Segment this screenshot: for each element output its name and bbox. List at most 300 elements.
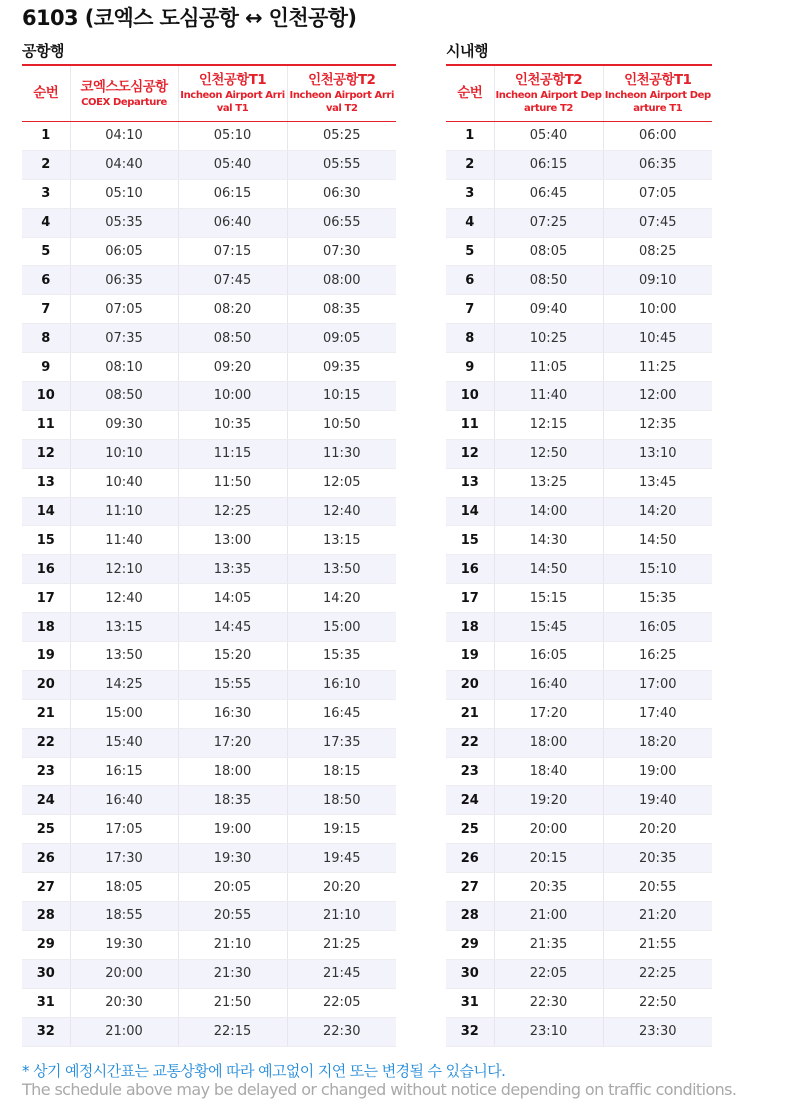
table-row	[22, 439, 396, 468]
time-cell: 11:50	[178, 468, 287, 497]
time-cell: 21:00	[494, 902, 603, 931]
row-number: 25	[22, 815, 70, 844]
row-number: 1	[446, 122, 494, 151]
table-row	[22, 757, 396, 786]
time-cell: 09:40	[494, 295, 603, 324]
to-airport-header-cell	[70, 65, 178, 122]
row-number: 21	[22, 699, 70, 728]
time-cell: 17:20	[494, 699, 603, 728]
time-cell: 21:00	[70, 1017, 178, 1046]
row-number: 26	[22, 844, 70, 873]
time-cell: 10:40	[70, 468, 178, 497]
row-number: 4	[22, 208, 70, 237]
row-number: 8	[446, 324, 494, 353]
row-number: 1	[22, 122, 70, 151]
time-cell: 16:40	[70, 786, 178, 815]
time-cell: 21:10	[178, 930, 287, 959]
table-row	[22, 815, 396, 844]
row-number: 6	[446, 266, 494, 295]
row-number: 7	[446, 295, 494, 324]
time-cell: 14:50	[494, 555, 603, 584]
time-cell: 21:30	[178, 959, 287, 988]
time-cell: 20:35	[494, 873, 603, 902]
to-airport-header	[22, 65, 396, 122]
time-cell: 09:35	[287, 353, 396, 382]
row-number: 5	[22, 237, 70, 266]
table-row	[22, 699, 396, 728]
row-number: 18	[22, 613, 70, 642]
row-number: 23	[446, 757, 494, 786]
table-row	[446, 497, 712, 526]
row-number: 10	[22, 382, 70, 411]
time-cell: 13:35	[178, 555, 287, 584]
table-row	[446, 670, 712, 699]
row-number: 11	[22, 410, 70, 439]
row-number: 16	[446, 555, 494, 584]
row-number: 3	[446, 179, 494, 208]
time-cell: 08:20	[178, 295, 287, 324]
table-row	[446, 266, 712, 295]
table-row	[22, 959, 396, 988]
time-cell: 04:40	[70, 150, 178, 179]
time-cell: 17:00	[603, 670, 712, 699]
row-number: 4	[446, 208, 494, 237]
time-cell: 13:25	[494, 468, 603, 497]
time-cell: 07:05	[603, 179, 712, 208]
row-number: 5	[446, 237, 494, 266]
time-cell: 11:40	[70, 526, 178, 555]
time-cell: 15:45	[494, 613, 603, 642]
time-cell: 22:30	[494, 988, 603, 1017]
table-row	[22, 150, 396, 179]
time-cell: 16:05	[494, 642, 603, 671]
time-cell: 15:35	[287, 642, 396, 671]
time-cell: 13:10	[603, 439, 712, 468]
table-row	[22, 902, 396, 931]
header-label: 순번	[457, 85, 483, 101]
table-row	[446, 988, 712, 1017]
table-row	[446, 179, 712, 208]
table-row	[446, 728, 712, 757]
time-cell: 21:20	[603, 902, 712, 931]
header-label: 인천공항T2	[308, 72, 376, 88]
table-row	[22, 786, 396, 815]
time-cell: 19:20	[494, 786, 603, 815]
table-row	[446, 930, 712, 959]
time-cell: 16:30	[178, 699, 287, 728]
table-row	[446, 873, 712, 902]
time-cell: 17:20	[178, 728, 287, 757]
to-city-header	[446, 65, 712, 122]
time-cell: 22:30	[287, 1017, 396, 1046]
notice-korean: * 상기 예정시간표는 교통상황에 따라 예고없이 지연 또는 변경될 수 있습니다.	[22, 1062, 506, 1080]
table-row	[22, 266, 396, 295]
table-row	[22, 468, 396, 497]
row-number: 24	[446, 786, 494, 815]
row-number: 19	[446, 642, 494, 671]
table-row	[22, 122, 396, 151]
time-cell: 06:05	[70, 237, 178, 266]
row-number: 26	[446, 844, 494, 873]
row-number: 2	[22, 150, 70, 179]
time-cell: 05:25	[287, 122, 396, 151]
to-city-rows	[446, 122, 712, 1047]
time-cell: 10:10	[70, 439, 178, 468]
time-cell: 05:35	[70, 208, 178, 237]
time-cell: 19:45	[287, 844, 396, 873]
row-number: 12	[446, 439, 494, 468]
time-cell: 21:25	[287, 930, 396, 959]
time-cell: 16:15	[70, 757, 178, 786]
time-cell: 11:15	[178, 439, 287, 468]
to-city-label: 시내행	[446, 42, 488, 60]
time-cell: 18:00	[494, 728, 603, 757]
time-cell: 08:50	[70, 382, 178, 411]
time-cell: 18:00	[178, 757, 287, 786]
row-number: 17	[446, 584, 494, 613]
table-row	[446, 1017, 712, 1046]
time-cell: 09:10	[603, 266, 712, 295]
time-cell: 06:35	[603, 150, 712, 179]
time-cell: 07:30	[287, 237, 396, 266]
row-number: 30	[22, 959, 70, 988]
row-number: 28	[22, 902, 70, 931]
table-row	[446, 959, 712, 988]
row-number: 13	[22, 468, 70, 497]
time-cell: 09:30	[70, 410, 178, 439]
time-cell: 13:45	[603, 468, 712, 497]
row-number: 15	[22, 526, 70, 555]
time-cell: 15:20	[178, 642, 287, 671]
row-number: 21	[446, 699, 494, 728]
time-cell: 10:25	[494, 324, 603, 353]
row-number: 29	[22, 930, 70, 959]
time-cell: 13:15	[287, 526, 396, 555]
table-row	[446, 122, 712, 151]
table-row	[22, 324, 396, 353]
time-cell: 12:15	[494, 410, 603, 439]
table-row	[446, 757, 712, 786]
row-number: 11	[446, 410, 494, 439]
time-cell: 06:35	[70, 266, 178, 295]
table-row	[22, 526, 396, 555]
header-label: 인천공항T1	[198, 72, 267, 88]
to-airport-rows	[22, 122, 396, 1047]
table-row	[446, 584, 712, 613]
table-row	[22, 382, 396, 411]
time-cell: 20:30	[70, 988, 178, 1017]
time-cell: 21:35	[494, 930, 603, 959]
row-number: 19	[22, 642, 70, 671]
time-cell: 21:50	[178, 988, 287, 1017]
to-airport-label: 공항행	[22, 42, 64, 60]
table-row	[22, 179, 396, 208]
time-cell: 15:40	[70, 728, 178, 757]
row-number: 12	[22, 439, 70, 468]
table-row	[446, 902, 712, 931]
row-number: 18	[446, 613, 494, 642]
to-airport-header-cell	[178, 65, 287, 122]
header-label: 코엑스도심공항	[80, 78, 168, 95]
time-cell: 08:05	[494, 237, 603, 266]
table-row	[446, 324, 712, 353]
row-number: 3	[22, 179, 70, 208]
row-number: 8	[22, 324, 70, 353]
table-row	[22, 873, 396, 902]
table-row	[446, 555, 712, 584]
table-row	[446, 410, 712, 439]
row-number: 27	[22, 873, 70, 902]
row-number: 15	[446, 526, 494, 555]
row-number: 16	[22, 555, 70, 584]
table-row	[22, 642, 396, 671]
time-cell: 04:10	[70, 122, 178, 151]
time-cell: 18:15	[287, 757, 396, 786]
table-row	[22, 1017, 396, 1046]
time-cell: 10:35	[178, 410, 287, 439]
time-cell: 10:50	[287, 410, 396, 439]
time-cell: 12:05	[287, 468, 396, 497]
time-cell: 21:55	[603, 930, 712, 959]
row-number: 25	[446, 815, 494, 844]
time-cell: 15:00	[287, 613, 396, 642]
time-cell: 09:20	[178, 353, 287, 382]
time-cell: 19:30	[178, 844, 287, 873]
table-row	[446, 642, 712, 671]
time-cell: 12:25	[178, 497, 287, 526]
time-cell: 14:20	[287, 584, 396, 613]
time-cell: 17:05	[70, 815, 178, 844]
table-row	[446, 786, 712, 815]
row-number: 6	[22, 266, 70, 295]
time-cell: 05:10	[178, 122, 287, 151]
time-cell: 08:50	[494, 266, 603, 295]
time-cell: 08:10	[70, 353, 178, 382]
time-cell: 08:00	[287, 266, 396, 295]
time-cell: 11:25	[603, 353, 712, 382]
table-row	[446, 150, 712, 179]
time-cell: 18:35	[178, 786, 287, 815]
row-number: 7	[22, 295, 70, 324]
row-number: 20	[446, 670, 494, 699]
time-cell: 16:40	[494, 670, 603, 699]
time-cell: 19:40	[603, 786, 712, 815]
table-row	[446, 468, 712, 497]
table-row	[22, 555, 396, 584]
table-row	[446, 844, 712, 873]
time-cell: 06:55	[287, 208, 396, 237]
table-row	[446, 526, 712, 555]
time-cell: 19:30	[70, 930, 178, 959]
time-cell: 23:10	[494, 1017, 603, 1046]
page-title: 6103 (코엑스 도심공항 ↔ 인천공항)	[22, 6, 357, 30]
time-cell: 10:15	[287, 382, 396, 411]
time-cell: 18:40	[494, 757, 603, 786]
time-cell: 12:40	[287, 497, 396, 526]
to-airport-timetable	[22, 64, 396, 1047]
row-number: 30	[446, 959, 494, 988]
time-cell: 12:35	[603, 410, 712, 439]
time-cell: 05:55	[287, 150, 396, 179]
time-cell: 20:20	[287, 873, 396, 902]
to-airport-header-cell	[22, 65, 70, 122]
time-cell: 05:40	[494, 122, 603, 151]
to-city-timetable	[446, 64, 712, 1047]
time-cell: 20:55	[178, 902, 287, 931]
time-cell: 10:00	[178, 382, 287, 411]
time-cell: 06:15	[178, 179, 287, 208]
table-row	[446, 208, 712, 237]
row-number: 27	[446, 873, 494, 902]
time-cell: 06:40	[178, 208, 287, 237]
time-cell: 18:20	[603, 728, 712, 757]
row-number: 22	[446, 728, 494, 757]
row-number: 31	[22, 988, 70, 1017]
time-cell: 06:30	[287, 179, 396, 208]
table-row	[22, 728, 396, 757]
row-number: 14	[446, 497, 494, 526]
time-cell: 17:40	[603, 699, 712, 728]
table-row	[446, 613, 712, 642]
header-label: 인천공항T1	[624, 72, 692, 88]
time-cell: 14:30	[494, 526, 603, 555]
time-cell: 16:10	[287, 670, 396, 699]
time-cell: 07:05	[70, 295, 178, 324]
time-cell: 08:50	[178, 324, 287, 353]
time-cell: 15:35	[603, 584, 712, 613]
row-number: 31	[446, 988, 494, 1017]
to-airport-header-cell	[287, 65, 396, 122]
row-number: 10	[446, 382, 494, 411]
table-row	[22, 208, 396, 237]
time-cell: 17:30	[70, 844, 178, 873]
time-cell: 11:40	[494, 382, 603, 411]
time-cell: 10:45	[603, 324, 712, 353]
notice-english: The schedule above may be delayed or changed without notice depending on traffic conditions.	[22, 1080, 737, 1099]
to-city-header-cell	[603, 65, 712, 122]
row-number: 32	[22, 1017, 70, 1046]
time-cell: 07:15	[178, 237, 287, 266]
time-cell: 14:05	[178, 584, 287, 613]
time-cell: 19:15	[287, 815, 396, 844]
time-cell: 22:15	[178, 1017, 287, 1046]
row-number: 14	[22, 497, 70, 526]
row-number: 9	[446, 353, 494, 382]
time-cell: 11:30	[287, 439, 396, 468]
row-number: 28	[446, 902, 494, 931]
header-sublabel: Incheon Airport Departure T1	[604, 90, 711, 114]
time-cell: 12:40	[70, 584, 178, 613]
table-row	[446, 699, 712, 728]
table-row	[446, 439, 712, 468]
header-label: 순번	[33, 85, 59, 101]
table-row	[446, 295, 712, 324]
time-cell: 05:40	[178, 150, 287, 179]
time-cell: 12:50	[494, 439, 603, 468]
table-row	[22, 844, 396, 873]
time-cell: 16:45	[287, 699, 396, 728]
time-cell: 21:10	[287, 902, 396, 931]
time-cell: 07:45	[178, 266, 287, 295]
time-cell: 07:45	[603, 208, 712, 237]
time-cell: 11:10	[70, 497, 178, 526]
time-cell: 16:25	[603, 642, 712, 671]
time-cell: 18:05	[70, 873, 178, 902]
time-cell: 14:45	[178, 613, 287, 642]
table-row	[22, 295, 396, 324]
header-sublabel: COEX Departure	[81, 96, 167, 108]
time-cell: 07:35	[70, 324, 178, 353]
time-cell: 10:00	[603, 295, 712, 324]
time-cell: 20:05	[178, 873, 287, 902]
time-cell: 14:00	[494, 497, 603, 526]
row-number: 13	[446, 468, 494, 497]
header-sublabel: Incheon Airport Departure T2	[495, 90, 602, 114]
table-row	[22, 670, 396, 699]
time-cell: 23:30	[603, 1017, 712, 1046]
time-cell: 20:00	[494, 815, 603, 844]
time-cell: 08:25	[603, 237, 712, 266]
row-number: 32	[446, 1017, 494, 1046]
time-cell: 20:35	[603, 844, 712, 873]
table-row	[446, 353, 712, 382]
table-row	[22, 410, 396, 439]
header-label: 인천공항T2	[514, 72, 583, 88]
time-cell: 18:50	[287, 786, 396, 815]
table-row	[22, 584, 396, 613]
time-cell: 13:00	[178, 526, 287, 555]
table-row	[446, 815, 712, 844]
row-number: 24	[22, 786, 70, 815]
row-number: 20	[22, 670, 70, 699]
time-cell: 20:00	[70, 959, 178, 988]
time-cell: 22:25	[603, 959, 712, 988]
time-cell: 20:20	[603, 815, 712, 844]
time-cell: 15:55	[178, 670, 287, 699]
table-row	[446, 237, 712, 266]
time-cell: 22:05	[287, 988, 396, 1017]
row-number: 23	[22, 757, 70, 786]
time-cell: 09:05	[287, 324, 396, 353]
row-number: 17	[22, 584, 70, 613]
time-cell: 15:00	[70, 699, 178, 728]
row-number: 29	[446, 930, 494, 959]
time-cell: 12:10	[70, 555, 178, 584]
time-cell: 14:25	[70, 670, 178, 699]
time-cell: 22:50	[603, 988, 712, 1017]
time-cell: 20:15	[494, 844, 603, 873]
time-cell: 17:35	[287, 728, 396, 757]
time-cell: 19:00	[603, 757, 712, 786]
time-cell: 16:05	[603, 613, 712, 642]
to-city-header-cell	[446, 65, 494, 122]
time-cell: 06:15	[494, 150, 603, 179]
time-cell: 15:15	[494, 584, 603, 613]
time-cell: 08:35	[287, 295, 396, 324]
time-cell: 07:25	[494, 208, 603, 237]
header-sublabel: Incheon Airport Arrival T2	[289, 90, 394, 114]
time-cell: 14:50	[603, 526, 712, 555]
row-number: 2	[446, 150, 494, 179]
table-row	[446, 382, 712, 411]
to-city-header-cell	[494, 65, 603, 122]
table-row	[22, 930, 396, 959]
header-sublabel: Incheon Airport Arrival T1	[180, 90, 285, 114]
table-row	[22, 353, 396, 382]
time-cell: 11:05	[494, 353, 603, 382]
time-cell: 18:55	[70, 902, 178, 931]
time-cell: 05:10	[70, 179, 178, 208]
